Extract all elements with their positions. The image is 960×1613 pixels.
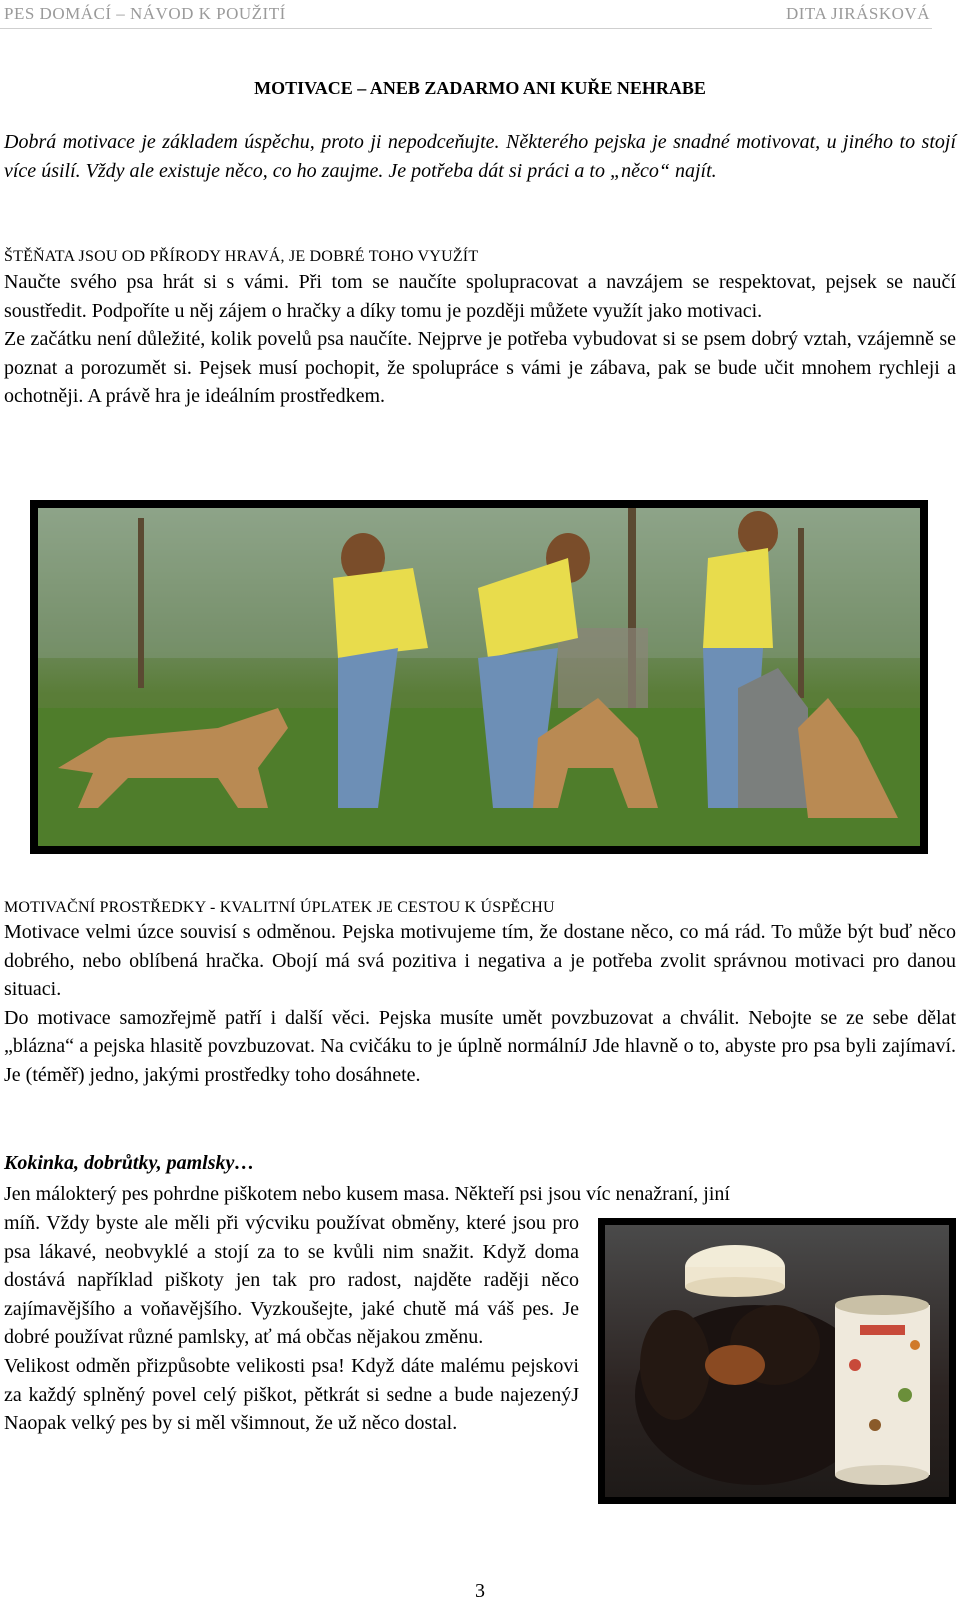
page-number: 3 xyxy=(475,1580,485,1602)
photo-scene xyxy=(38,508,920,846)
training-photo-illustration xyxy=(38,508,920,846)
header-author: DITA JIRÁSKOVÁ xyxy=(785,4,930,23)
paragraph: Ze začátku není důležité, kolik povelů psa naučíte. Nejprve je potřeba vybudovat si se psem dobrý vztah, vzájemně se poznat a porozumět si. Pejsek musí pochopit, že spolupráce s vámi je zábava, pak se bude učit mnohem rychleji a ochotněji. A právě hra je ideálním prostředkem. xyxy=(4,328,956,408)
chapter-title: MOTIVACE – ANEB ZADARMO ANI KUŘE NEHRABE xyxy=(254,78,706,98)
training-photo xyxy=(30,500,928,854)
page-header xyxy=(0,0,960,34)
section-body-motivation-tools xyxy=(4,918,956,1090)
section-body-puppies xyxy=(4,268,956,411)
section-heading-motivation-tools: MOTIVAČNÍ PROSTŘEDKY - KVALITNÍ ÚPLATEK JE CESTOU K ÚSPĚCHU xyxy=(4,899,555,916)
paragraph: Velikost odměn přizpůsobte velikosti psa! Když dáte malému pejskovi za každý splněný povel celý piškot, pětkrát si sedne a bude najezenýJ Naopak velký pes by si měl všimnout, že už něco dostal. xyxy=(4,1354,579,1435)
paragraph: Naučte svého psa hrát si s vámi. Při tom se naučíte spolupracovat a navzájem se respektovat, pejsek se naučí soustředit. Podpoříte u něj zájem o hračky a díky tomu je později můžete využít jako motivaci. xyxy=(4,271,956,322)
section-heading-puppies: ŠTĚŇATA JSOU OD PŘÍRODY HRAVÁ, JE DOBRÉ TOHO VYUŽÍT xyxy=(4,248,479,265)
intro-paragraph: Dobrá motivace je základem úspěchu, proto ji nepodceňujte. Některého pejska je snadné motivovat, u jiného to stojí více úsilí. Vždy ale existuje něco, co ho zaujme. Je potřeba dát si práci a to „něco“ najít. xyxy=(4,131,956,182)
paragraph: míň. Vždy byste ale měli při výcviku používat obměny, které jsou pro psa lákavé, neobvyklé a stojí za to se kvůli nim snažit. Když doma dostává například piškoty jen tak pro radost, najděte raději něco zajímavějšího a voňavějšího. Vyzkoušejte, jaké chutě má váš pes. Je dobré používat různé pamlsky, ať má občas nějakou změnu. xyxy=(4,1212,579,1349)
paragraph: Do motivace samozřejmě patří i další věci. Pejska musíte umět povzbuzovat a chválit. Nebojte se ze sebe dělat „blázna“ a pejska hlasitě povzbuzovat. Na cvičáku to je úplně normálníJ Jde hlavně o to, abyste pro psa byli zajímaví. Je (téměř) jedno, jakými prostředky toho dosáhnete. xyxy=(4,1006,956,1086)
treats-body xyxy=(4,1209,579,1438)
treats-first-line: Jen málokterý pes pohrdne piškotem nebo kusem masa. Někteří psi jsou víc nenažraní, jiní xyxy=(4,1183,730,1205)
dog-with-tin-photo xyxy=(598,1218,956,1504)
header-rule xyxy=(0,28,932,29)
subsection-heading-treats: Kokinka, dobrůtky, pamlsky… xyxy=(4,1152,255,1174)
header-book-title: PES DOMÁCÍ – NÁVOD K POUŽITÍ xyxy=(4,4,286,23)
dog-with-tin-illustration xyxy=(605,1225,949,1497)
paragraph: Motivace velmi úzce souvisí s odměnou. Pejska motivujeme tím, že dostane něco, co má rád. To může být buď něco dobrého, nebo oblíbená hračka. Obojí má svá pozitiva i negativa a je potřeba zvolit správnou motivaci pro danou situaci. xyxy=(4,921,956,1001)
photo-scene xyxy=(605,1225,949,1497)
